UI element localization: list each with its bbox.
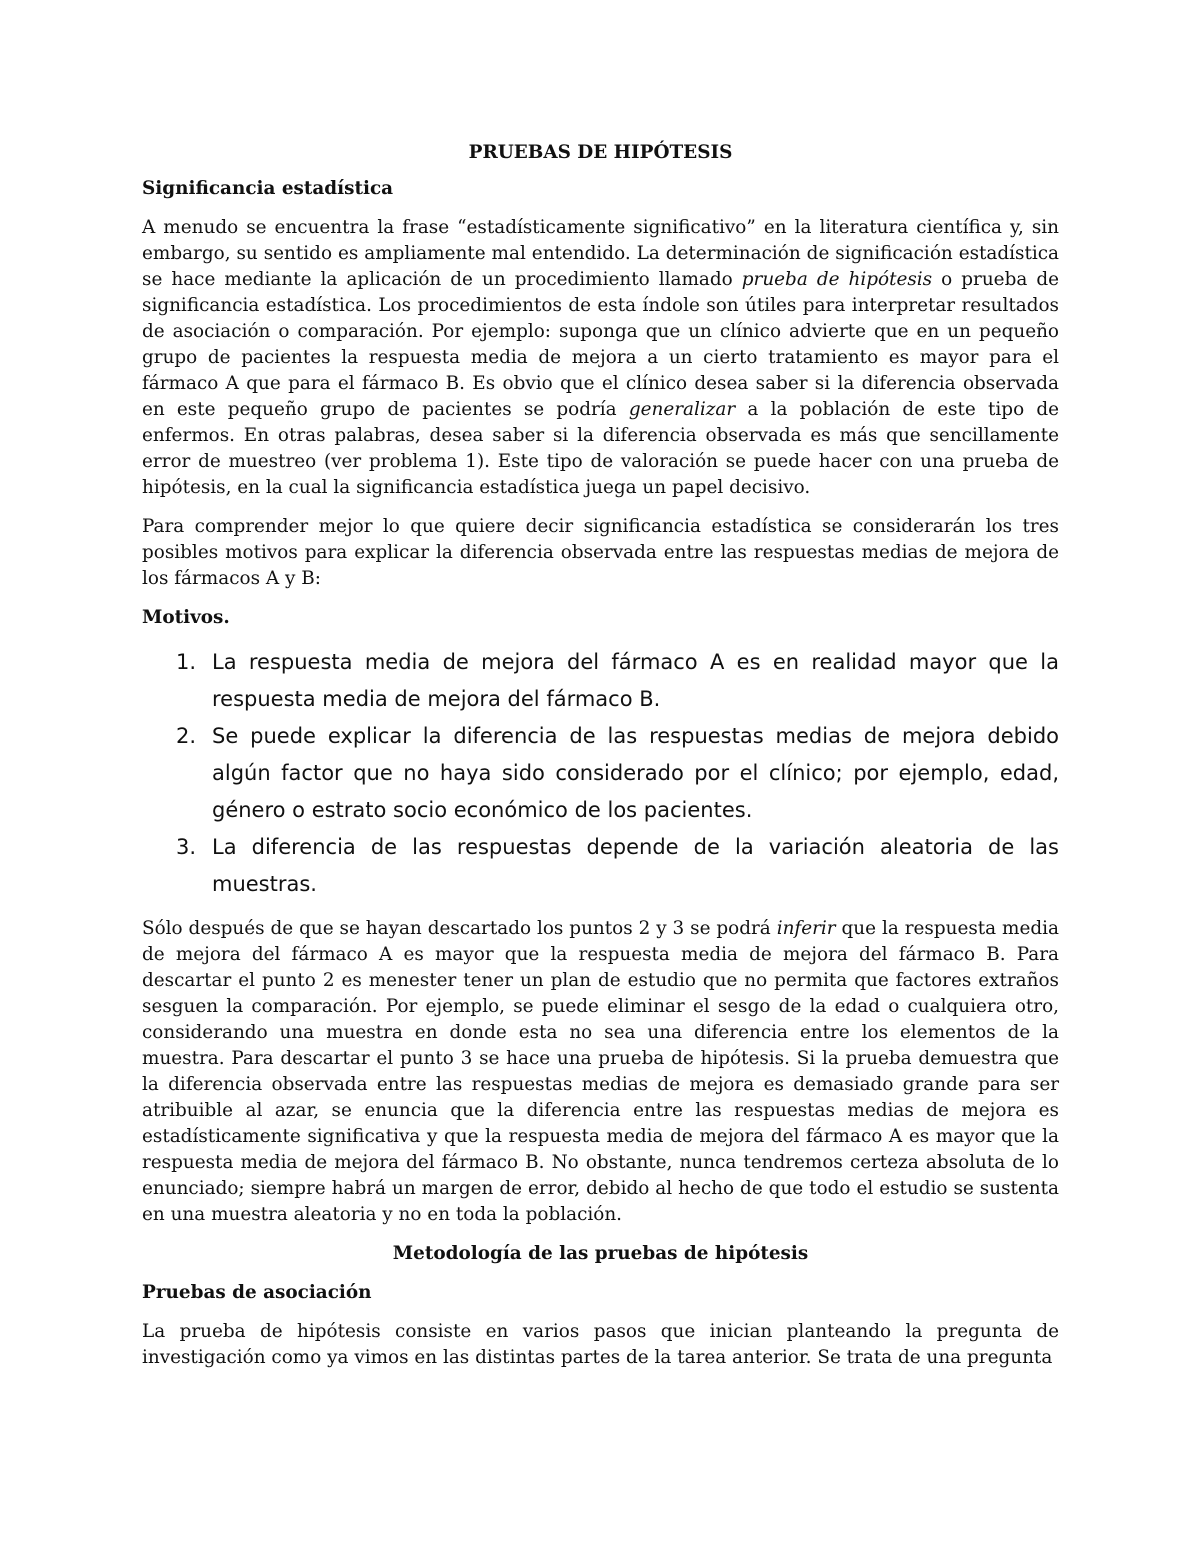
paragraph-text: que la respuesta media de mejora del fármaco A es mayor que la respuesta media de mejora del fármaco B. Para descartar el punto 2 es menester tener un plan de estudio que no permita que factores extraños sesguen la comparación. Por ejemplo, se puede eliminar el sesgo de la edad o cualquiera otro, considerando una muestra en donde esta no sea una diferencia entre los elementos de la muestra. Para descartar el punto 3 se hace una prueba de hipótesis. Si la prueba demuestra que la diferencia observada entre las respuestas medias de mejora es demasiado grande para ser atribuible al azar, se enuncia que la diferencia entre las respuestas medias de mejora es estadísticamente significativa y que la respuesta media de mejora del fármaco A es mayor que la respuesta media de mejora del fármaco B. No obstante, nunca tendremos certeza absoluta de lo enunciado; siempre habrá un margen de error, debido al hecho de que todo el estudio se sustenta en una muestra aleatoria y no en toda la población. xyxy=(142,918,1059,1225)
section-heading-metodologia: Metodología de las pruebas de hipótesis xyxy=(392,1243,809,1264)
emphasis-prueba-de-hipotesis: prueba de hipótesis xyxy=(741,269,933,290)
list-item-number: 2. xyxy=(176,724,197,748)
list-item xyxy=(142,718,1059,829)
list-item-number: 3. xyxy=(176,835,197,859)
list-item-text: La respuesta media de mejora del fármaco A es en realidad mayor que la respuesta media de mejora del fármaco B. xyxy=(212,650,1059,711)
list-item-text: Se puede explicar la diferencia de las respuestas medias de mejora debido algún factor que no haya sido considerado por el clínico; por ejemplo, edad, género o estrato socio económico de los pacientes. xyxy=(212,724,1059,822)
paragraph-text: A menudo se encuentra la frase “estadísticamente significativo” en la literatura científica y, sin embargo, su sentido es ampliamente mal entendido. La determinación de significación estadística se hace mediante la aplicación de un procedimiento llamado xyxy=(142,217,1059,290)
document-page xyxy=(142,140,1059,1384)
paragraph-text: a la población de este tipo de enfermos. En otras palabras, desea saber si la diferencia observada es más que sencillamente error de muestreo (ver problema 1). Este tipo de valoración se puede hacer con una prueba de hipótesis, en la cual la significancia estadística juega un papel decisivo. xyxy=(142,399,1059,498)
paragraph-descartar xyxy=(142,916,1059,1228)
paragraph-motivos-intro: Para comprender mejor lo que quiere decir significancia estadística se considerarán los tres posibles motivos para explicar la diferencia observada entre las respuestas medias de mejora de los fármacos A y B: xyxy=(142,516,1059,589)
emphasis-inferir: inferir xyxy=(776,918,836,939)
motivos-list xyxy=(142,644,1059,903)
section-heading-significancia: Significancia estadística xyxy=(142,178,394,199)
list-item xyxy=(142,829,1059,903)
list-item xyxy=(142,644,1059,718)
paragraph-text: Sólo después de que se hayan descartado los puntos 2 y 3 se podrá xyxy=(142,918,777,939)
section-heading-motivos: Motivos. xyxy=(142,607,230,628)
emphasis-generalizar: generalizar xyxy=(628,399,736,420)
paragraph-text: o prueba de significancia estadística. Los procedimientos de esta índole son útiles para interpretar resultados de asociación o comparación. Por ejemplo: suponga que un clínico advierte que en un pequeño grupo de pacientes la respuesta media de mejora a un cierto tratamiento es mayor para el fármaco A que para el fármaco B. Es obvio que el clínico desea saber si la diferencia observada en este pequeño grupo de pacientes se podría xyxy=(142,269,1060,420)
paragraph-asociacion: La prueba de hipótesis consiste en varios pasos que inician planteando la pregunta de investigación como ya vimos en las distintas partes de la tarea anterior. Se trata de una pregunta xyxy=(142,1321,1059,1368)
document-title: PRUEBAS DE HIPÓTESIS xyxy=(468,142,733,163)
list-item-number: 1. xyxy=(176,650,197,674)
section-heading-asociacion: Pruebas de asociación xyxy=(142,1282,372,1303)
list-item-text: La diferencia de las respuestas depende de la variación aleatoria de las muestras. xyxy=(212,835,1059,896)
paragraph-intro xyxy=(142,215,1059,501)
